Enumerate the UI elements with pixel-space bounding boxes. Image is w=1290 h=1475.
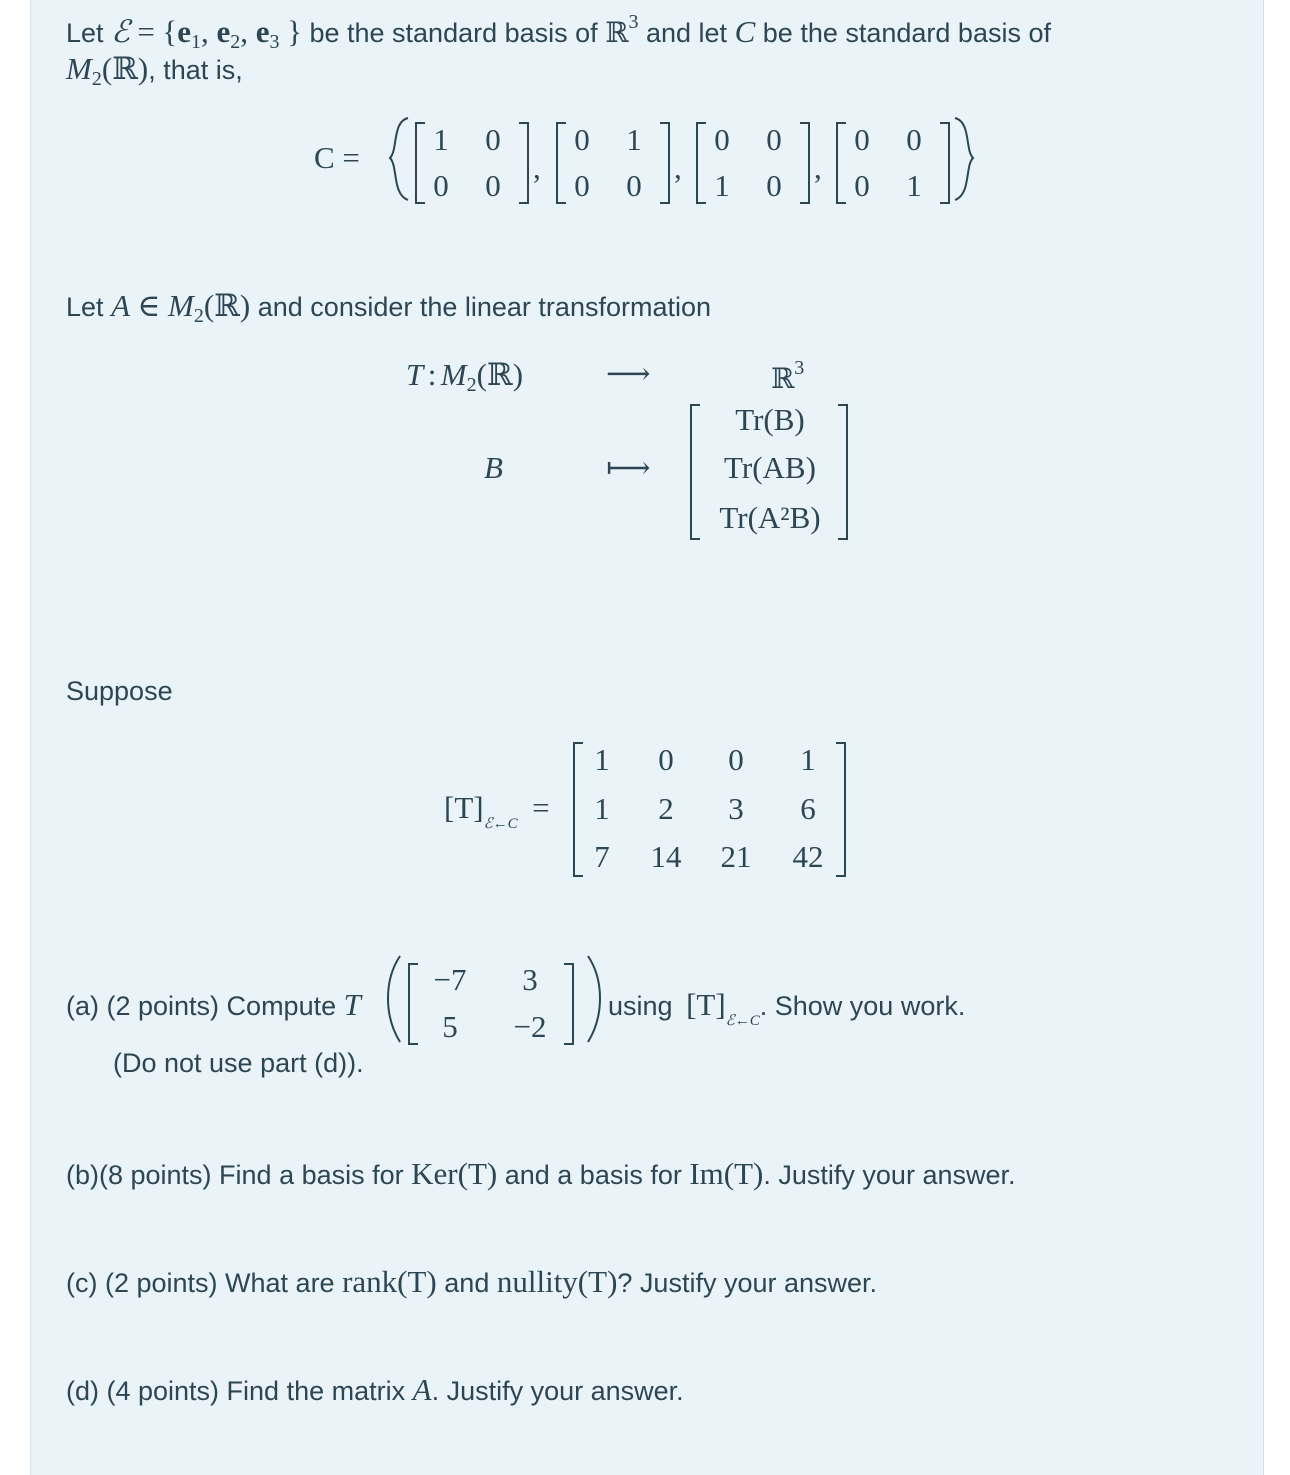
basis-matrix-cell: 1 xyxy=(433,122,449,157)
T-matrix-cell: 3 xyxy=(728,791,744,826)
intro-line-1: Let ℰ = {$e_1$, $e_2$, $e_3$ } be the standard basis of ℝ$^3$ and let C be the standard basis of xyxy=(66,11,1051,53)
T-matrix-cell: 42 xyxy=(792,839,824,874)
part-a-cell: −2 xyxy=(513,1009,547,1044)
symbol-C: C xyxy=(734,14,756,49)
basis-matrix-cell: 0 xyxy=(485,122,501,157)
symbol-A: A xyxy=(111,288,130,323)
rank-T: rank(T) xyxy=(342,1264,437,1299)
basis-matrix-cell: 1 xyxy=(906,168,922,203)
im-T: Im(T) xyxy=(689,1156,764,1191)
basis-matrix-right-bracket xyxy=(519,122,529,204)
symbol-M: M xyxy=(66,51,92,86)
T-matrix-cell: 0 xyxy=(658,742,674,777)
transform-intro: Let A ∈ $M_2(ℝ)$ and consider the linear transformation xyxy=(66,288,712,327)
part-a-cell: 3 xyxy=(522,962,538,997)
image-vector-left-bracket xyxy=(690,404,700,540)
basis-matrix-cell: 0 xyxy=(433,168,449,203)
equals-sign: = xyxy=(137,14,155,49)
basis-matrix-right-bracket xyxy=(800,122,810,204)
part-b: (b)(8 points) Find a basis for Ker(T) and a basis for Im(T). Justify your answer. xyxy=(66,1156,1016,1191)
intro-let: Let xyxy=(66,18,104,48)
basis-lhs: C = xyxy=(314,140,360,175)
part-a-matrix-left-bracket xyxy=(408,963,418,1045)
intro-mid-text: be the standard basis of xyxy=(309,18,598,48)
transform-domain: T : M2(ℝ) xyxy=(406,357,524,396)
basis-matrix-cell: 0 xyxy=(766,122,782,157)
basis-matrix-cell: 0 xyxy=(574,168,590,203)
basis-matrix-cell: 0 xyxy=(766,168,782,203)
transform-arrow: ⟶ xyxy=(606,356,651,391)
part-d: (d) (4 points) Find the matrix A. Justify your answer. xyxy=(66,1372,684,1407)
part-c: (c) (2 points) What are rank(T) and nullity(T)? Justify your answer. xyxy=(66,1264,878,1299)
set-close: } xyxy=(287,14,302,49)
part-a-cell: −7 xyxy=(433,962,467,997)
T-matrix-cell: 1 xyxy=(594,742,610,777)
basis-comma: , xyxy=(814,150,822,185)
basis-matrix-cell: 0 xyxy=(626,168,642,203)
part-a-label: (a) (2 points) Compute T xyxy=(66,987,361,1022)
T-matrix-lhs: [T]ℰ←C = xyxy=(444,790,550,832)
basis-comma: , xyxy=(533,150,541,185)
image-row-2: Tr(AB) xyxy=(724,450,816,485)
T-matrix-cell: 21 xyxy=(720,839,752,874)
transform-codomain: ℝ3 xyxy=(771,357,805,395)
symbol-E: ℰ xyxy=(111,14,130,49)
vector-e1: e xyxy=(177,14,192,49)
basis-matrix-cell: 0 xyxy=(485,168,501,203)
ker-T: Ker(T) xyxy=(411,1156,498,1191)
T-matrix-cell: 1 xyxy=(594,791,610,826)
basis-matrix-cell: 1 xyxy=(626,122,642,157)
nullity-T: nullity(T) xyxy=(496,1264,618,1299)
suppose-text: Suppose xyxy=(66,676,173,706)
transform-input-B: B xyxy=(484,450,503,485)
T-matrix-cell: 1 xyxy=(800,742,816,777)
part-a-using: using $[T]_{ℰ\leftarrow C}$. Show you work. xyxy=(608,987,966,1029)
symbol-R: ℝ xyxy=(605,16,629,49)
basis-matrix-cell: 0 xyxy=(854,168,870,203)
basis-matrix-right-bracket xyxy=(660,122,670,204)
T-matrix-cell: 0 xyxy=(728,742,744,777)
basis-matrix-cell: 0 xyxy=(714,122,730,157)
T-matrix-cell: 2 xyxy=(658,791,674,826)
intro-line-2: $M_2(ℝ)$, that is, xyxy=(66,51,243,90)
basis-comma: , xyxy=(674,150,682,185)
basis-matrix-cell: 0 xyxy=(906,122,922,157)
image-row-1: Tr(B) xyxy=(735,402,805,437)
basis-matrix-cell: 0 xyxy=(854,122,870,157)
part-a-note: (Do not use part (d)). xyxy=(113,1048,364,1078)
basis-matrix-right-bracket xyxy=(940,122,950,204)
vector-e3: e xyxy=(255,14,270,49)
vector-e2: e xyxy=(216,14,231,49)
T-matrix-cell: 6 xyxy=(800,791,816,826)
image-row-3: Tr(A²B) xyxy=(719,500,821,535)
T-matrix-cell: 14 xyxy=(650,839,682,874)
basis-matrix-cell: 1 xyxy=(714,168,730,203)
basis-matrix-cell: 0 xyxy=(574,122,590,157)
part-a-cell: 5 xyxy=(442,1009,458,1044)
set-open: { xyxy=(162,14,178,49)
part-a-matrix-right-bracket xyxy=(564,963,574,1045)
T-matrix-cell: 7 xyxy=(594,839,610,874)
mapsto-arrow: ⟼ xyxy=(606,450,651,485)
